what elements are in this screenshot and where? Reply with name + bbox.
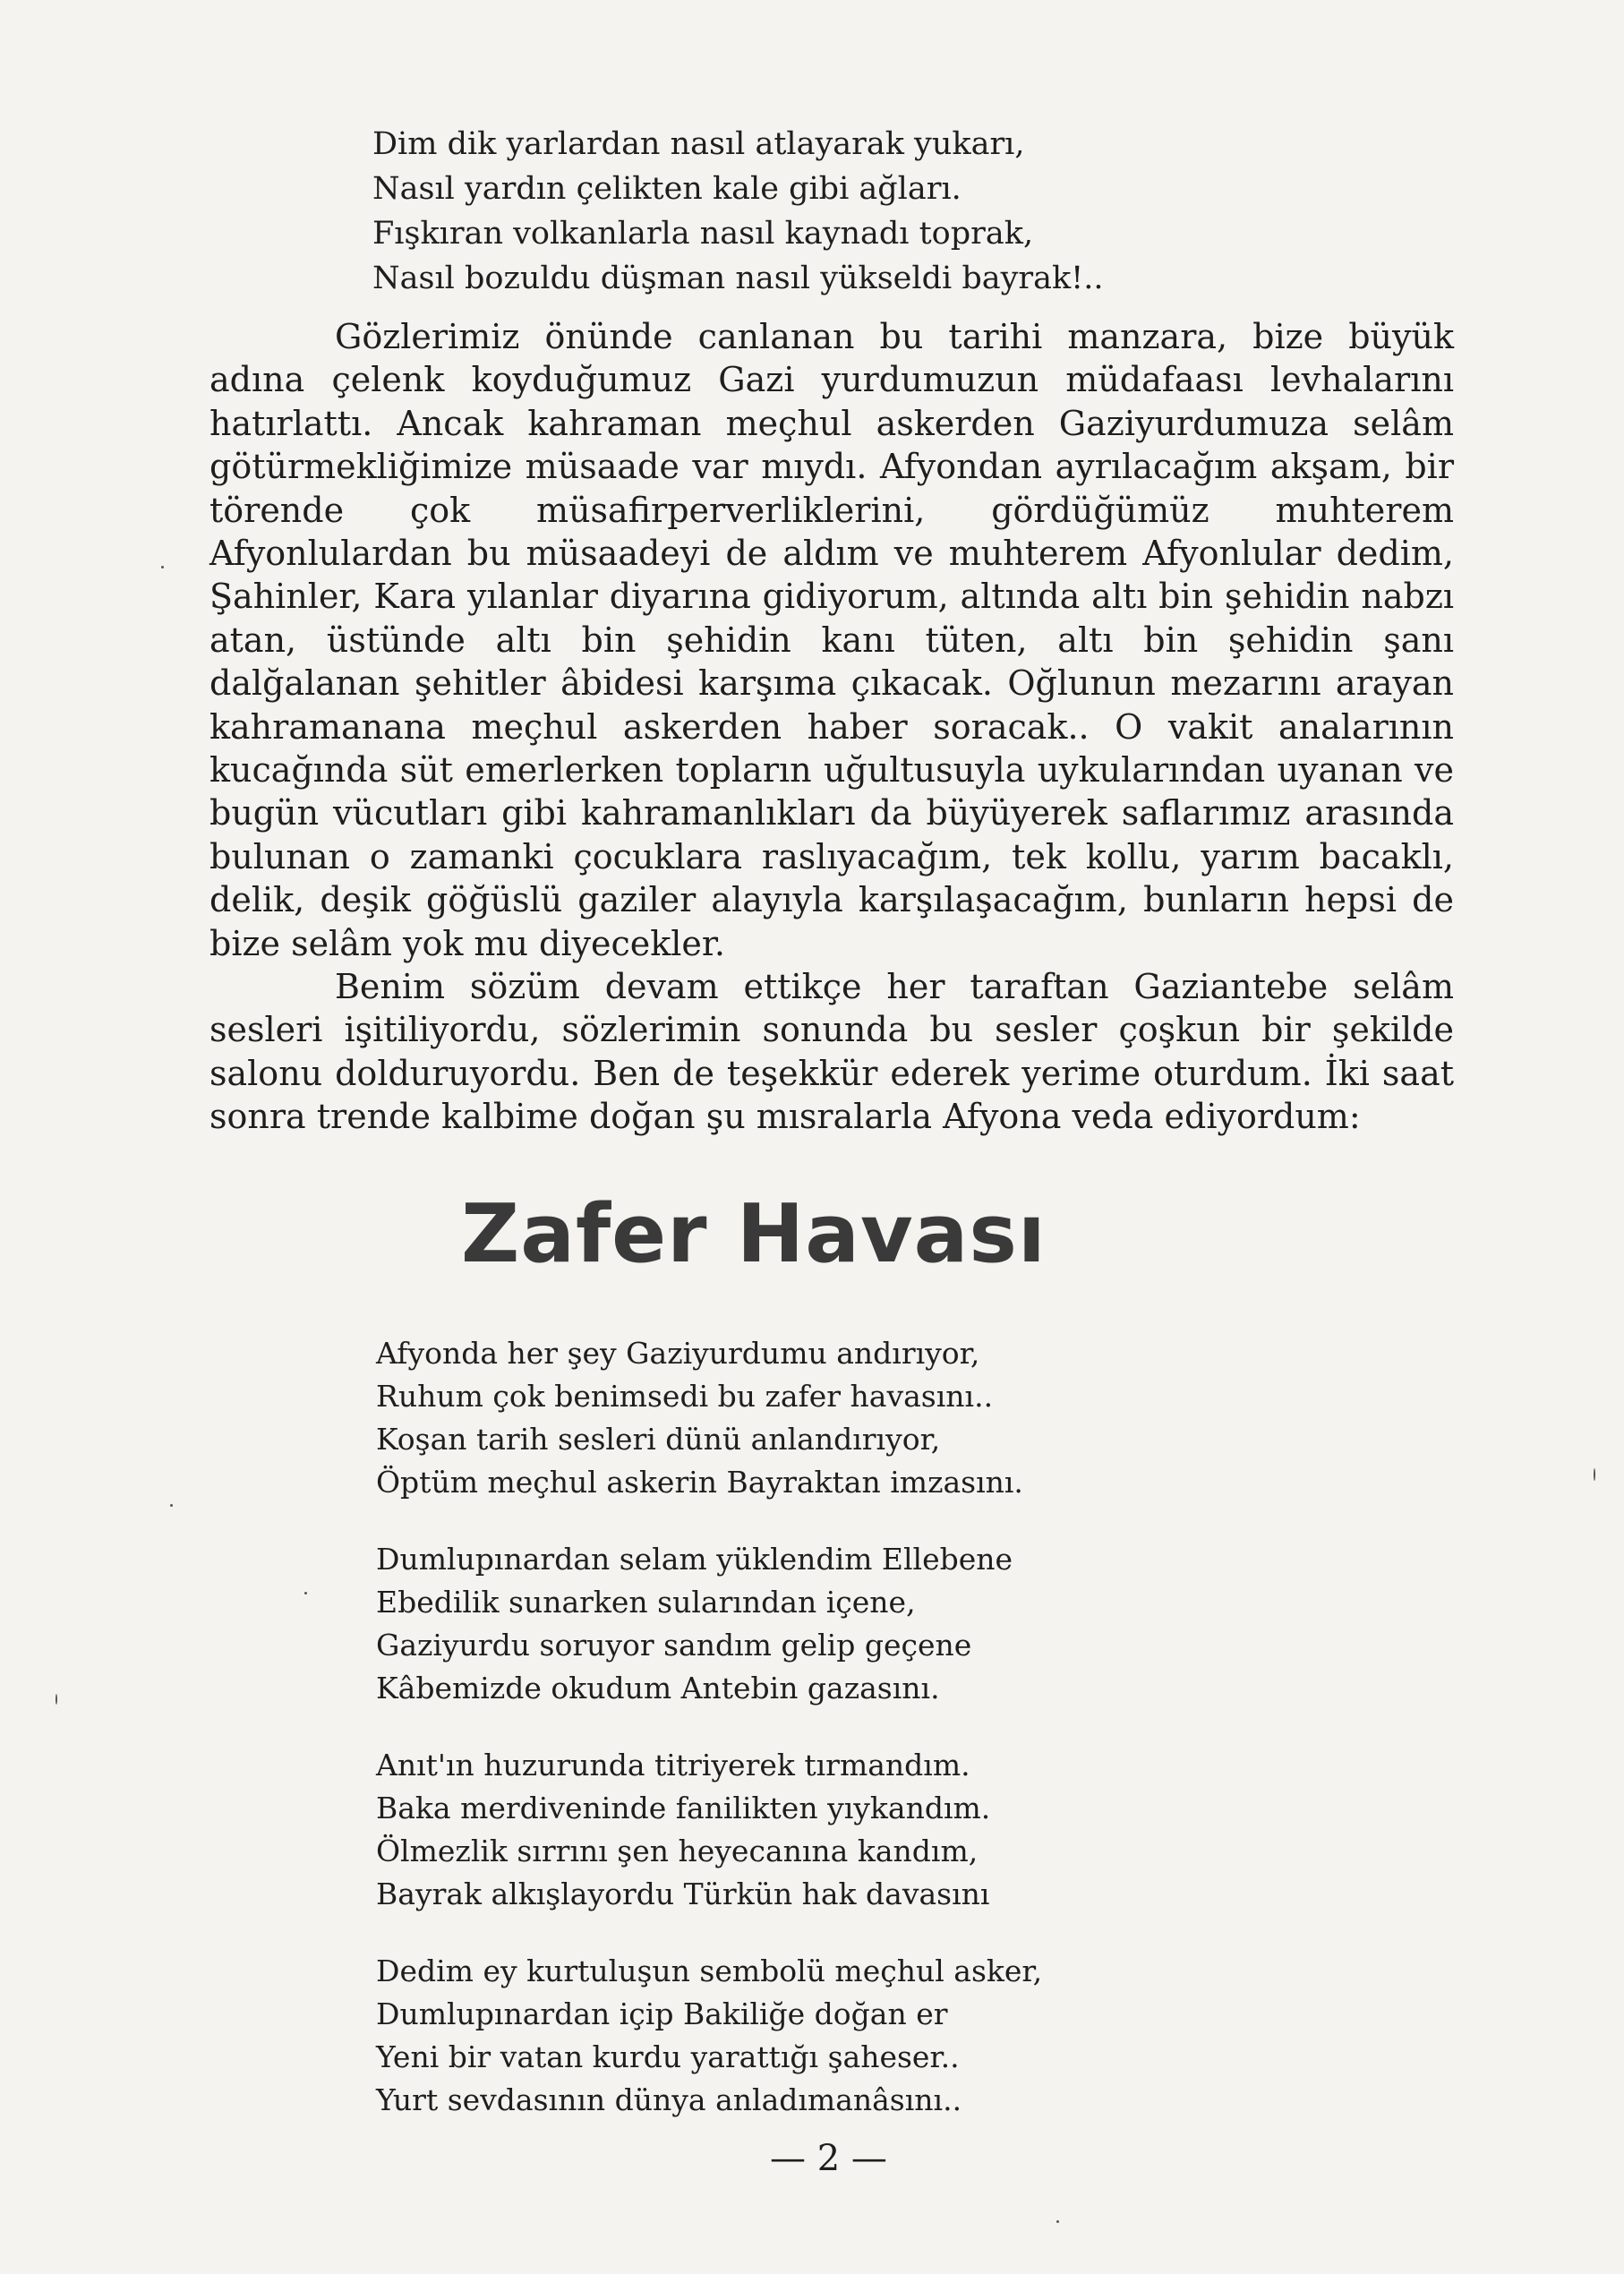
- poem-line: Ebedilik sunarken sularından içene,: [376, 1585, 916, 1620]
- poem-line: Afyonda her şey Gaziyurdumu andırıyor,: [376, 1336, 980, 1371]
- poem-stanza: [376, 1950, 1182, 2122]
- poem-stanza: [376, 1744, 1182, 1916]
- poem-line: Ölmezlik sırrını şen heyecanına kandım,: [376, 1834, 979, 1868]
- poem-stanza: [376, 1332, 1182, 1504]
- prose-section: [209, 965, 1454, 1139]
- poem-title: Zafer Havası: [461, 1187, 1047, 1281]
- poem-line: Gaziyurdu soruyor sandım gelip geçene: [376, 1628, 972, 1663]
- poem-line: Ruhum çok benimsedi bu zafer havasını..: [376, 1379, 994, 1414]
- poem-line: Koşan tarih sesleri dünü anlandırıyor,: [376, 1422, 941, 1457]
- poem-line: Dedim ey kurtuluşun sembolü meçhul asker,: [376, 1953, 1043, 1988]
- poem-line: Bayrak alkışlayordu Türkün hak davasını: [376, 1876, 990, 1911]
- poem-line: Anıt'ın huzurunda titriyerek tırmandım.: [376, 1748, 970, 1782]
- scan-speck: [1594, 1468, 1595, 1481]
- poem-line: Dumlupınardan içip Bakiliğe doğan er: [376, 1996, 948, 2031]
- poem-line: Fışkıran volkanlarla nasıl kaynadı toprak,: [372, 216, 1034, 252]
- poem-line: Yeni bir vatan kurdu yarattığı şaheser..: [376, 2039, 960, 2074]
- scan-speck: [1056, 2220, 1059, 2223]
- poem-line: Öptüm meçhul askerin Bayraktan imzasını.: [376, 1465, 1023, 1500]
- intro-poem: [372, 122, 1178, 301]
- scan-speck: [56, 1694, 57, 1705]
- scan-speck: [170, 1504, 173, 1507]
- scan-speck: [161, 566, 164, 568]
- poem-line: Nasıl bozuldu düşman nasıl yükseldi bayrak!..: [372, 261, 1104, 296]
- poem-line: Nasıl yardın çelikten kale gibi ağları.: [372, 171, 962, 207]
- poem-line: Kâbemizde okudum Antebin gazasını.: [376, 1671, 940, 1706]
- poem-stanza: [376, 1538, 1182, 1710]
- paragraph: Gözlerimiz önünde canlanan bu tarihi manzara, bize büyük adına çelenk koyduğumuz Gazi yurdumuzun müdafaası levhalarını hatırlattı. Ancak kahraman meçhul askerden Gaziyurdumuza selâm götürmekliğimize müsaade var mıydı. Afyondan ayrılacağım akşam, bir törende çok müsafirperverliklerini, gördüğümüz muhterem Afyonlulardan bu müsaadeyi de aldım ve muhterem Afyonlular dedim, Şahinler, Kara yılanlar diyarına gidiyorum, altında altı bin şehidin nabzı atan, üstünde altı bin şehidin kanı tüten, altı bin şehidin şanı dalğalanan şehitler âbidesi karşıma çıkacak. Oğlunun mezarını arayan kahramanana meçhul askerden haber soracak.. O vakit analarının kucağında süt emerlerken topların uğultusuyla uykularından uyanan ve bugün vücutları gibi kahramanlıkları da büyüyerek saflarımız arasında bulunan o zamanki çocuklara raslıyacağım, tek kollu, yarım bacaklı, delik, deşik göğüslü gaziler alayıyla karşılaşacağım, bunların hepsi de bize selâm yok mu diyecekler.: [209, 317, 1454, 963]
- poem-line: Dim dik yarlardan nasıl atlayarak yukarı,: [372, 126, 1025, 162]
- poem-line: Baka merdiveninde fanilikten yıykandım.: [376, 1791, 991, 1825]
- poem-line: Yurt sevdasının dünya anladımanâsını..: [376, 2082, 962, 2117]
- poem-line: Dumlupınardan selam yüklendim Ellebene: [376, 1542, 1013, 1577]
- prose-section: [209, 315, 1454, 965]
- scan-speck: [304, 1592, 307, 1594]
- paragraph: Benim sözüm devam ettikçe her taraftan Gaziantebe selâm sesleri işitiliyordu, sözlerimin sonunda bu sesler çoşkun bir şekilde salonu dolduruyordu. Ben de teşekkür ederek yerime oturdum. İki saat sonra trende kalbime doğan şu mısralarla Afyona veda ediyordum:: [209, 967, 1454, 1137]
- page-number: — 2 —: [770, 2138, 887, 2179]
